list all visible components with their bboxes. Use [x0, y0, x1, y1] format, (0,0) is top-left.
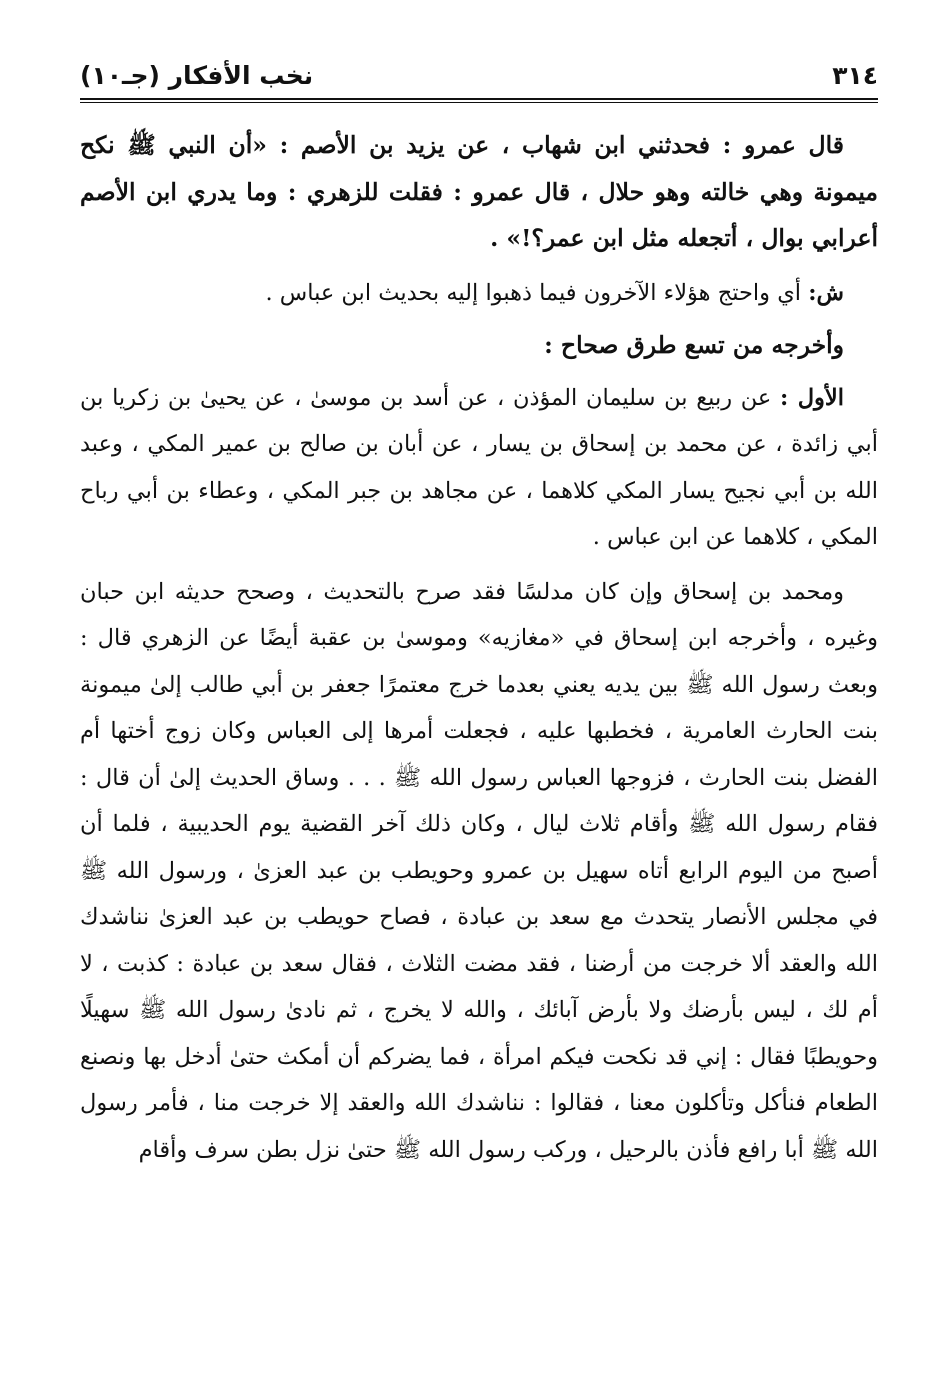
header-rule — [80, 98, 878, 100]
paragraph-text: ومحمد بن إسحاق وإن كان مدلسًا فقد صرح بالتحديث ، وصحح حديثه ابن حبان وغيره ، وأخرجه ابن إسحاق في «مغازيه» وموسىٰ بن عقبة أيضًا عن الزهري قال : وبعث رسول الله ﷺ بين يديه يعني بعدما خرج معتمرًا جعفر بن أبي طالب إلىٰ ميمونة بنت الحارث العامرية ، فخطبها عليه ، فجعلت أمرها إلى العباس وكان زوج أختها أم الفضل بنت الحارث ، فزوجها العباس رسول الله ﷺ . . . وساق الحديث إلىٰ أن قال : فقام رسول الله ﷺ وأقام ثلاث ليال ، وكان ذلك آخر القضية يوم الحديبية ، فلما أن أصبح من اليوم الرابع أتاه سهيل بن عمرو وحويطب بن عبد العزىٰ ، ورسول الله ﷺ في مجلس الأنصار يتحدث مع سعد بن عبادة ، فصاح حويطب بن عبد العزىٰ نناشدك الله والعقد ألا خرجت من أرضنا ، فقد مضت الثلاث ، فقال سعد بن عبادة : كذبت ، لا أم لك ، ليس بأرضك ولا بأرض آبائك ، والله لا يخرج ، ثم نادىٰ رسول الله ﷺ سهيلًا وحويطبًا فقال : إني قد نكحت فيكم امرأة ، فما يضركم أن أمكث حتىٰ أدخل بها ونصنع الطعام فنأكل وتأكلون معنا ، فقالوا : نناشدك الله والعقد إلا خرجت منا ، فأمر رسول الله ﷺ أبا رافع فأذن بالرحيل ، وركب رسول الله ﷺ حتىٰ نزل بطن سرف وأقام — [80, 578, 878, 1163]
paragraph-quote — [80, 122, 878, 262]
paragraph-text: قال عمرو : فحدثني ابن شهاب ، عن يزيد بن الأصم : «أن النبي ﷺ نكح ميمونة وهي خالته وهو حلال ، قال عمرو : فقلت للزهري : وما يدري ابن الأصم أعرابي بوال ، أتجعله مثل ابن عمر؟!» . — [80, 131, 878, 252]
paragraph-narration — [80, 569, 878, 1174]
paragraph-lead: الأول : — [780, 384, 845, 411]
running-header — [80, 52, 878, 98]
paragraph-first-route — [80, 375, 878, 561]
paragraph-heading — [80, 322, 878, 369]
book-title: نخب الأفكار (جـ١٠) — [80, 60, 314, 90]
page-number: ٣١٤ — [832, 60, 878, 90]
paragraph-text: أي واحتج هؤلاء الآخرون فيما ذهبوا إليه بحديث ابن عباس . — [265, 279, 809, 306]
paragraph-text: عن ربيع بن سليمان المؤذن ، عن أسد بن موسىٰ ، عن يحيىٰ بن زكريا بن أبي زائدة ، عن محمد بن إسحاق بن يسار ، عن أبان بن صالح بن عمير المكي ، وعبد الله بن أبي نجيح يسار المكي كلاهما ، عن مجاهد بن جبر المكي ، وعطاء بن أبي رباح المكي ، كلاهما عن ابن عباس . — [80, 384, 878, 550]
body-text — [80, 122, 878, 1181]
paragraph-commentary — [80, 270, 878, 317]
header-rule-thin — [80, 102, 878, 103]
paragraph-text: وأخرجه من تسع طرق صحاح : — [544, 331, 844, 359]
paragraph-lead: ش: — [808, 279, 844, 306]
